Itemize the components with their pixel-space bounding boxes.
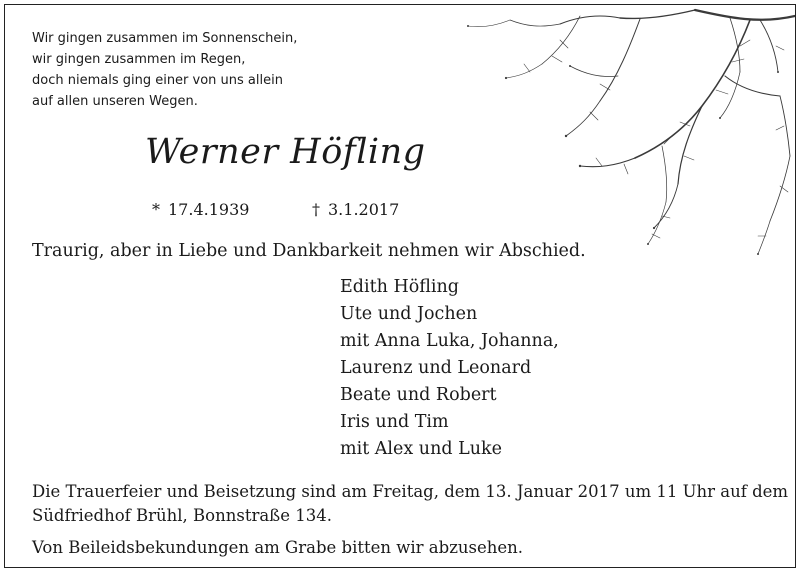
birth-date (152, 199, 249, 221)
ceremony-line: Die Trauerfeier und Beisetzung sind am Freitag, dem 13. Januar 2017 um 11 Uhr auf dem (32, 482, 789, 501)
star-symbol: * (152, 200, 160, 219)
mourner-line: Beate und Robert (340, 385, 497, 405)
poem-line: wir gingen zusammen im Regen, (32, 52, 246, 67)
poem-line: doch niemals ging einer von uns allein (32, 73, 283, 88)
farewell-text: Traurig, aber in Liebe und Dankbarkeit nehmen wir Abschied. (32, 241, 586, 261)
death-date (312, 199, 399, 221)
poem-line: auf allen unseren Wegen. (32, 94, 198, 109)
death-date-value: 3.1.2017 (328, 200, 400, 219)
deceased-name: Werner Höfling (145, 132, 426, 172)
mourner-line: Edith Höfling (340, 277, 459, 297)
mourner-line: Iris und Tim (340, 412, 449, 432)
poem (32, 28, 297, 112)
mourner-line: Laurenz und Leonard (340, 358, 532, 378)
mourner-line: Ute und Jochen (340, 304, 478, 324)
poem-line: Wir gingen zusammen im Sonnenschein, (32, 31, 298, 46)
ceremony-info (32, 480, 788, 528)
mourner-line: mit Anna Luka, Johanna, (340, 331, 559, 351)
bare-branches-illustration (440, 6, 795, 256)
birth-date-value: 17.4.1939 (168, 200, 250, 219)
mourner-line: mit Alex und Luke (340, 439, 502, 459)
mourners-list (340, 274, 559, 463)
condolence-note: Von Beileidsbekundungen am Grabe bitten wir abzusehen. (32, 538, 524, 557)
ceremony-line: Südfriedhof Brühl, Bonnstraße 134. (32, 506, 332, 525)
cross-symbol: † (312, 200, 320, 219)
